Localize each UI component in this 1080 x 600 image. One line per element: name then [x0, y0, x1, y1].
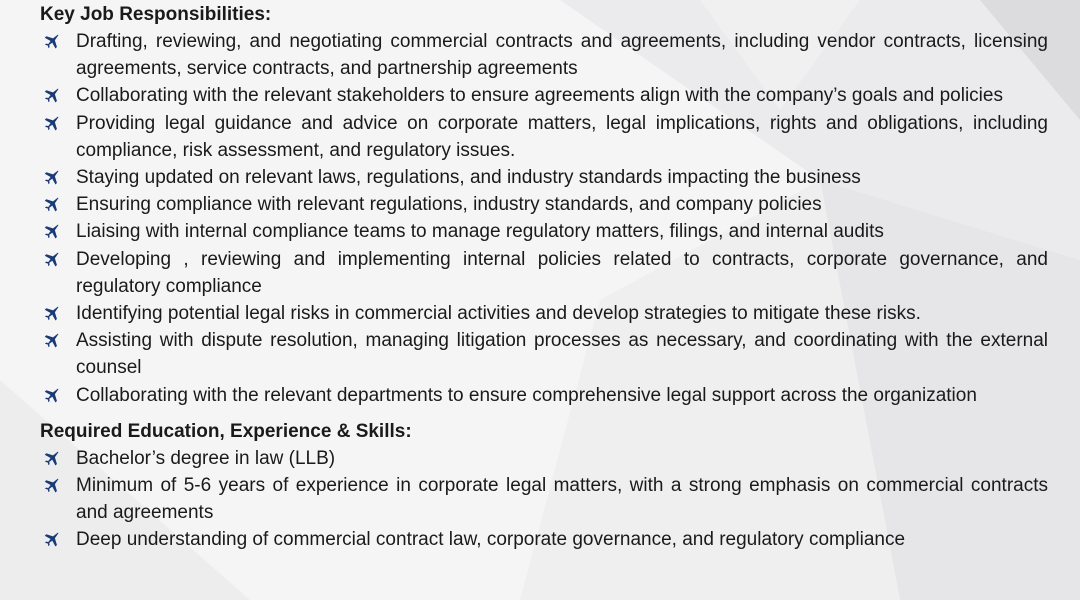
list-item [40, 327, 1048, 381]
list-item [40, 526, 1048, 553]
airplane-icon [44, 451, 59, 466]
airplane-icon [44, 224, 59, 239]
airplane-icon [44, 88, 59, 103]
list-item-text: Staying updated on relevant laws, regulations, and industry standards impacting the business [76, 167, 861, 189]
list-item [40, 82, 1048, 109]
list-item [40, 110, 1048, 164]
document-content [40, 2, 1048, 554]
requirements-list [40, 445, 1048, 554]
list-item [40, 382, 1048, 409]
list-item-text: Identifying potential legal risks in commercial activities and develop strategies to mitigate these risks. [76, 303, 921, 325]
list-item [40, 28, 1048, 82]
section-key-responsibilities [40, 2, 1048, 409]
list-item-text: Drafting, reviewing, and negotiating commercial contracts and agreements, including vendor contracts, licensing agreements, service contracts, and partnership agreements [76, 31, 1048, 80]
responsibilities-list [40, 28, 1048, 409]
airplane-icon [44, 333, 59, 348]
airplane-icon [44, 116, 59, 131]
airplane-icon [44, 34, 59, 49]
list-item-text: Collaborating with the relevant stakeholders to ensure agreements align with the company’s goals and policies [76, 85, 1003, 107]
airplane-icon [44, 197, 59, 212]
airplane-icon [44, 532, 59, 547]
section-heading-responsibilities: Key Job Responsibilities: [40, 4, 272, 25]
list-item [40, 246, 1048, 300]
section-heading-education: Required Education, Experience & Skills: [40, 420, 412, 442]
airplane-icon [44, 388, 59, 403]
list-item-text: Developing , reviewing and implementing internal policies related to contracts, corporate governance, and regulatory compliance [76, 248, 1048, 297]
list-item-text: Collaborating with the relevant departments to ensure comprehensive legal support across the organization [76, 384, 977, 406]
list-item [40, 472, 1048, 526]
list-item-text: Liaising with internal compliance teams to manage regulatory matters, filings, and internal audits [76, 221, 884, 243]
list-item-text: Ensuring compliance with relevant regulations, industry standards, and company policies [76, 194, 822, 216]
airplane-icon [44, 170, 59, 185]
list-item [40, 300, 1048, 327]
airplane-icon [44, 252, 59, 267]
section-required-education [40, 419, 1048, 554]
list-item-text: Assisting with dispute resolution, managing litigation processes as necessary, and coordinating with the external counsel [76, 330, 1048, 379]
list-item [40, 218, 1048, 245]
list-item-text: Bachelor’s degree in law (LLB) [76, 447, 336, 469]
list-item-text: Deep understanding of commercial contract law, corporate governance, and regulatory compliance [76, 529, 906, 551]
list-item-text: Providing legal guidance and advice on corporate matters, legal implications, rights and obligations, including compliance, risk assessment, and regulatory issues. [76, 112, 1048, 161]
list-item [40, 445, 1048, 472]
airplane-icon [44, 478, 59, 493]
list-item-text: Minimum of 5-6 years of experience in corporate legal matters, with a strong emphasis on commercial contracts and agreements [76, 475, 1048, 524]
list-item [40, 164, 1048, 191]
airplane-icon [44, 306, 59, 321]
list-item [40, 191, 1048, 218]
